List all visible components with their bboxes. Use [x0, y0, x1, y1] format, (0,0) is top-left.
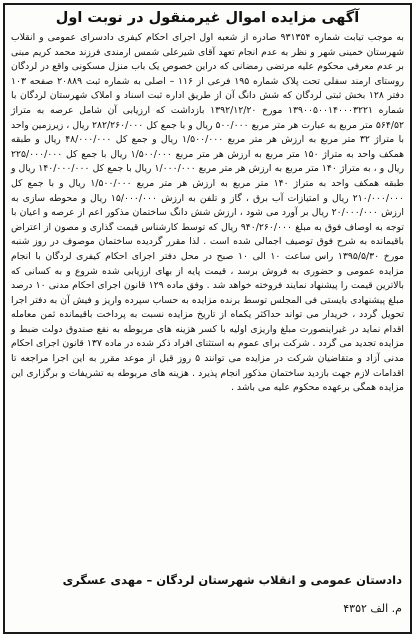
- notice-body: به موجب تیابت شماره ۹۳۱۳۵۴ صادره از شعبه اول اجرای احکام کیفری دادسرای عمومی و انقلاب شهرستان خمینی شهر و نظر به عدم انجام تعهد آقای شیرعلی شمس ارمندی فرزند محمد کریم مبنی بر عدم معرفی محکوم علیه مرتضی رمضانی که دراین خصوص یک باب منزل مسکونی واقع در لردگان روستای ارمند سفلی تحت پلاک شماره ۱۹۵ فرعی از ۱۱۶ – اصلی به شماره ثبت ۲۰۸۸۹ صفحه ۱۰۳ دفتر ۱۲۸ بخش ثبتی لردگان که شش دانگ آن از طریق اداره ثبت اسناد و املاک شهرستان لردگان با شماره ۱۳۹۰۰۵۰۰۱۴۰۰۰۳۲۲۱ مورخ ۱۳۹۲/۱۲/۲۰ بازداشت که ارزیابی آن شامل عرصه به متراژ ۵۶۴/۵۲ متر مربع به عبارت هر متر مربع ۵۰۰/۰۰۰ ریال و با جمع کل ۲۸۲/۲۶۰/۰۰۰ ریال ، زیرزمین واحد با متراژ ۳۲ متر مربع به ارزش هر متر مربع ۱/۵۰۰/۰۰۰ ریال و جمع کل ۴۸/۰۰۰/۰۰۰ ریال و طبقه همکف واحد به متراژ ۱۵۰ متر مربع به ارزش هر متر مربع ۱/۵۰۰/۰۰۰ ریال با جمع کل ۲۲۵/۰۰۰/۰۰۰ ریال و ، به متراژ ۱۴۰ متر مربع به ارزش هر متر مربع ۱/۰۰۰/۰۰۰ ریال با جمع کل ۱۴۰/۰۰۰/۰۰۰ ریال و طبقه همکف واحد به متراژ ۱۴۰ متر مربع به ارزش هر متر مربع ۱/۵۰۰/۰۰۰ ریال و با جمع کل ۲۱۰/۰۰۰/۰۰۰ ریال و امتیازات آب برق ، گاز و تلفن به ارزش ۱۵/۰۰۰/۰۰۰ ریال و محوطه سازی به ارزش ۲۰/۰۰۰/۰۰۰ ریال بر آورد می شود ، ارزش شش دانگ ساختمان مذکور اعم از عرصه و اعیان با توجه به اوصاف فوق به مبلغ ۹۴۰/۲۶۰/۰۰۰ ریال که توسط کارشناس قیمت گذاری و مصون از اعتراض باقیمانده به شرح فوق توصیف اجمالی شده است . لذا مقرر گردیده ساختمان موصوف در روز شنبه مورخ ۱۳۹۵/۵/۳۰ راس ساعت ۱۰ الی ۱۰ صبح در محل دفتر اجرای احکام کیفری لردگان با انجام مزایده عمومی و حضوری به فروش برسد ، قیمت پایه از بهای ارزیابی شده شروع و به کسانی که بالاترین قیمت را پیشنهاد نمایند فروخته خواهد شد . وفق ماده ۱۲۹ قانون اجرای احکام مدنی ۱۰ درصد مبلغ پیشنهادی بایستی فی المجلس توسط برنده مزایده به حساب سپرده واریز و فیش آن به دفتر اجرا تحویل گردد ، خریدار می تواند حداکثر یکماه از تاریخ مزایده نسبت به پرداخت باقیمانده ثمن معامله اقدام نماید در غیراینصورت مبلغ واریزی اولیه با کسر هزینه های مربوطه به نفع صندوق دولت ضبط و مزایده تجدید می گردد . شرکت برای عموم به استثنای افراد ذکر شده در ماده ۱۳۷ قانون اجرای احکام مدنی آزاد و متقاضیان شرکت در مزایده می توانند ۵ روز قبل از موعد مقرر به این اجرا مراجعه تا اقدامات لازم جهت بازدید ساختمان مذکور انجام پذیرد . هزینه های مربوطه به تشریفات و برگزاری این مزایده همگی برعهده محکوم علیه می باشد .: [11, 32, 405, 394]
- notice-signature: دادستان عمومی و انقلاب شهرستان لردگان – مهدی عسگری: [62, 573, 402, 587]
- notice-code: م. الف ۴۳۵۲: [343, 602, 402, 615]
- notice-title: آگهی مزایده اموال غیرمنقول در نوبت اول: [55, 10, 360, 26]
- auction-notice: [3, 3, 412, 634]
